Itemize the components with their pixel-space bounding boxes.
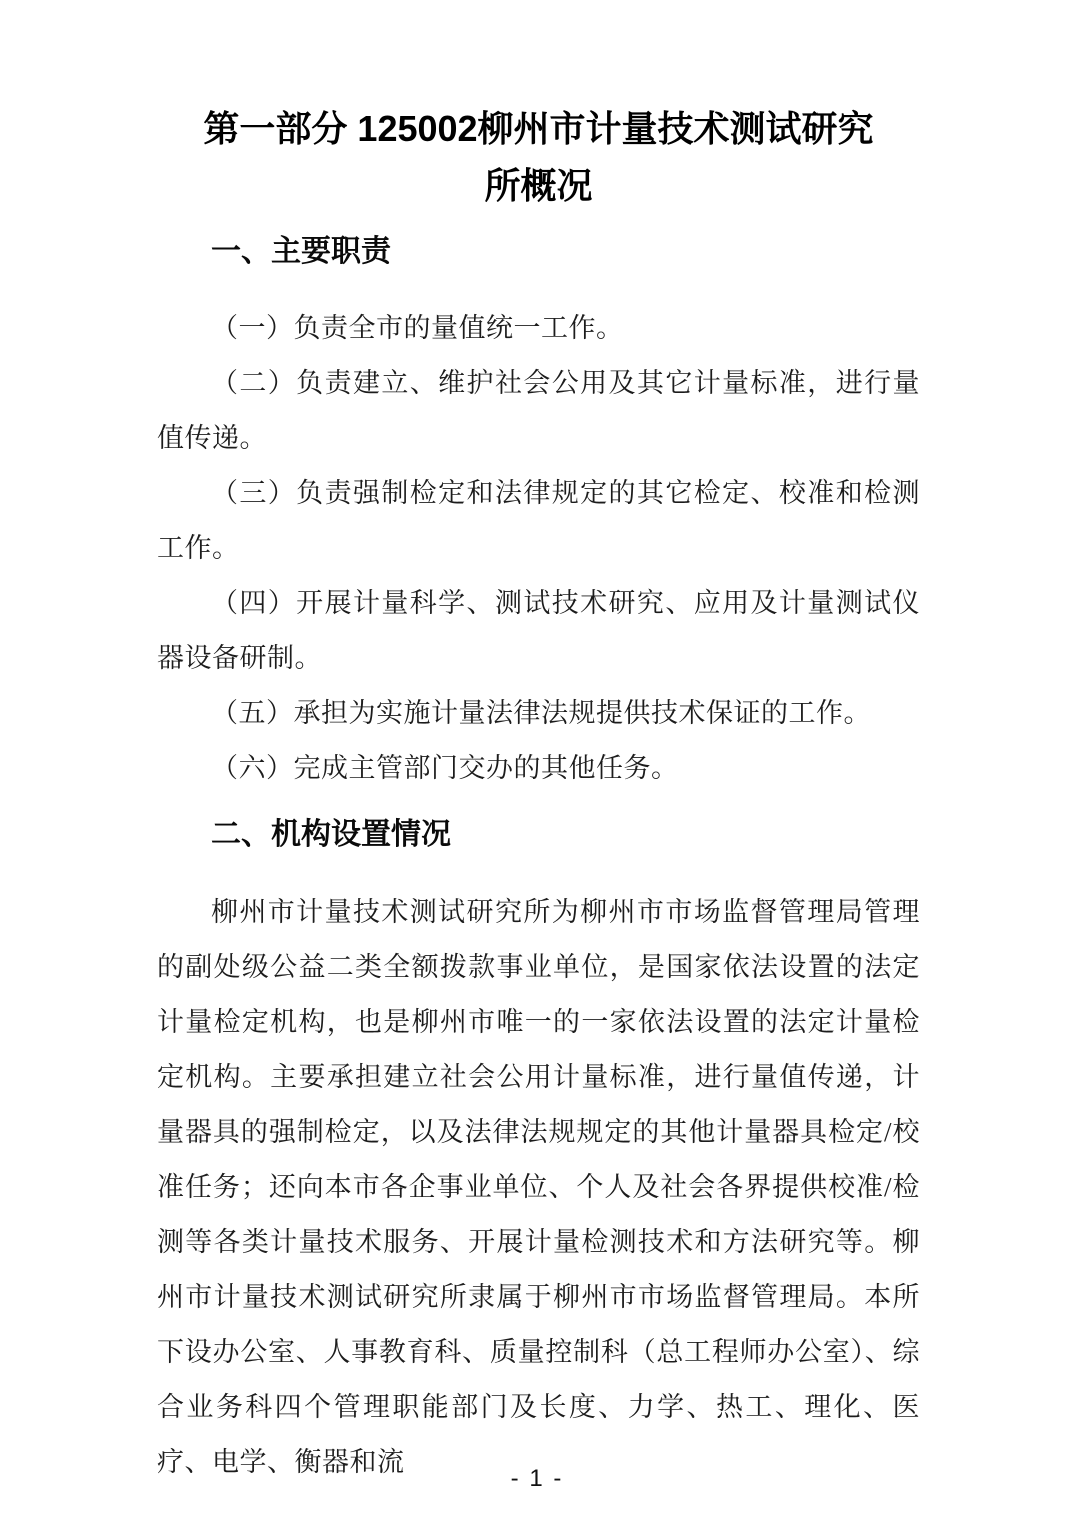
duty-item-5: （五）承担为实施计量法律法规提供技术保证的工作。 (211, 698, 871, 728)
organization-setup-paragraph: 柳州市计量技术测试研究所为柳州市市场监督管理局管理的副处级公益二类全额拨款事业单位，是国家依法设置的法定计量检定机构，也是柳州市唯一的一家依法设置的法定计量检定机构。主要承担建立社会公用计量标准，进行量值传递，计量器具的强制检定，以及法律法规规定的其他计量器具检定/校准任务；还向本市各企事业单位、个人及社会各界提供校准/检测等各类计量技术服务、开展计量检测技术和方法研究等。柳州市计量技术测试研究所隶属于柳州市市场监督管理局。本所下设办公室、人事教育科、质量控制科（总工程师办公室）、综合业务科四个管理职能部门及长度、力学、热工、理化、医疗、电学、衡器和流 (157, 897, 920, 1477)
document-title: 第一部分 125002柳州市计量技术测试研究所概况 (203, 108, 874, 206)
duty-item-1: （一）负责全市的量值统一工作。 (211, 313, 624, 343)
duties-list (157, 301, 920, 796)
section-1-heading: 一、主要职责 (211, 235, 391, 268)
page-number: - 1 - (510, 1465, 564, 1492)
section-2-heading: 二、机构设置情况 (211, 818, 451, 851)
duty-item-2: （二）负责建立、维护社会公用及其它计量标准，进行量值传递。 (157, 368, 920, 453)
duty-item-4: （四）开展计量科学、测试技术研究、应用及计量测试仪器设备研制。 (157, 588, 920, 673)
duty-item-3: （三）负责强制检定和法律规定的其它检定、校准和检测工作。 (157, 478, 920, 563)
duty-item-6: （六）完成主管部门交办的其他任务。 (211, 753, 679, 783)
